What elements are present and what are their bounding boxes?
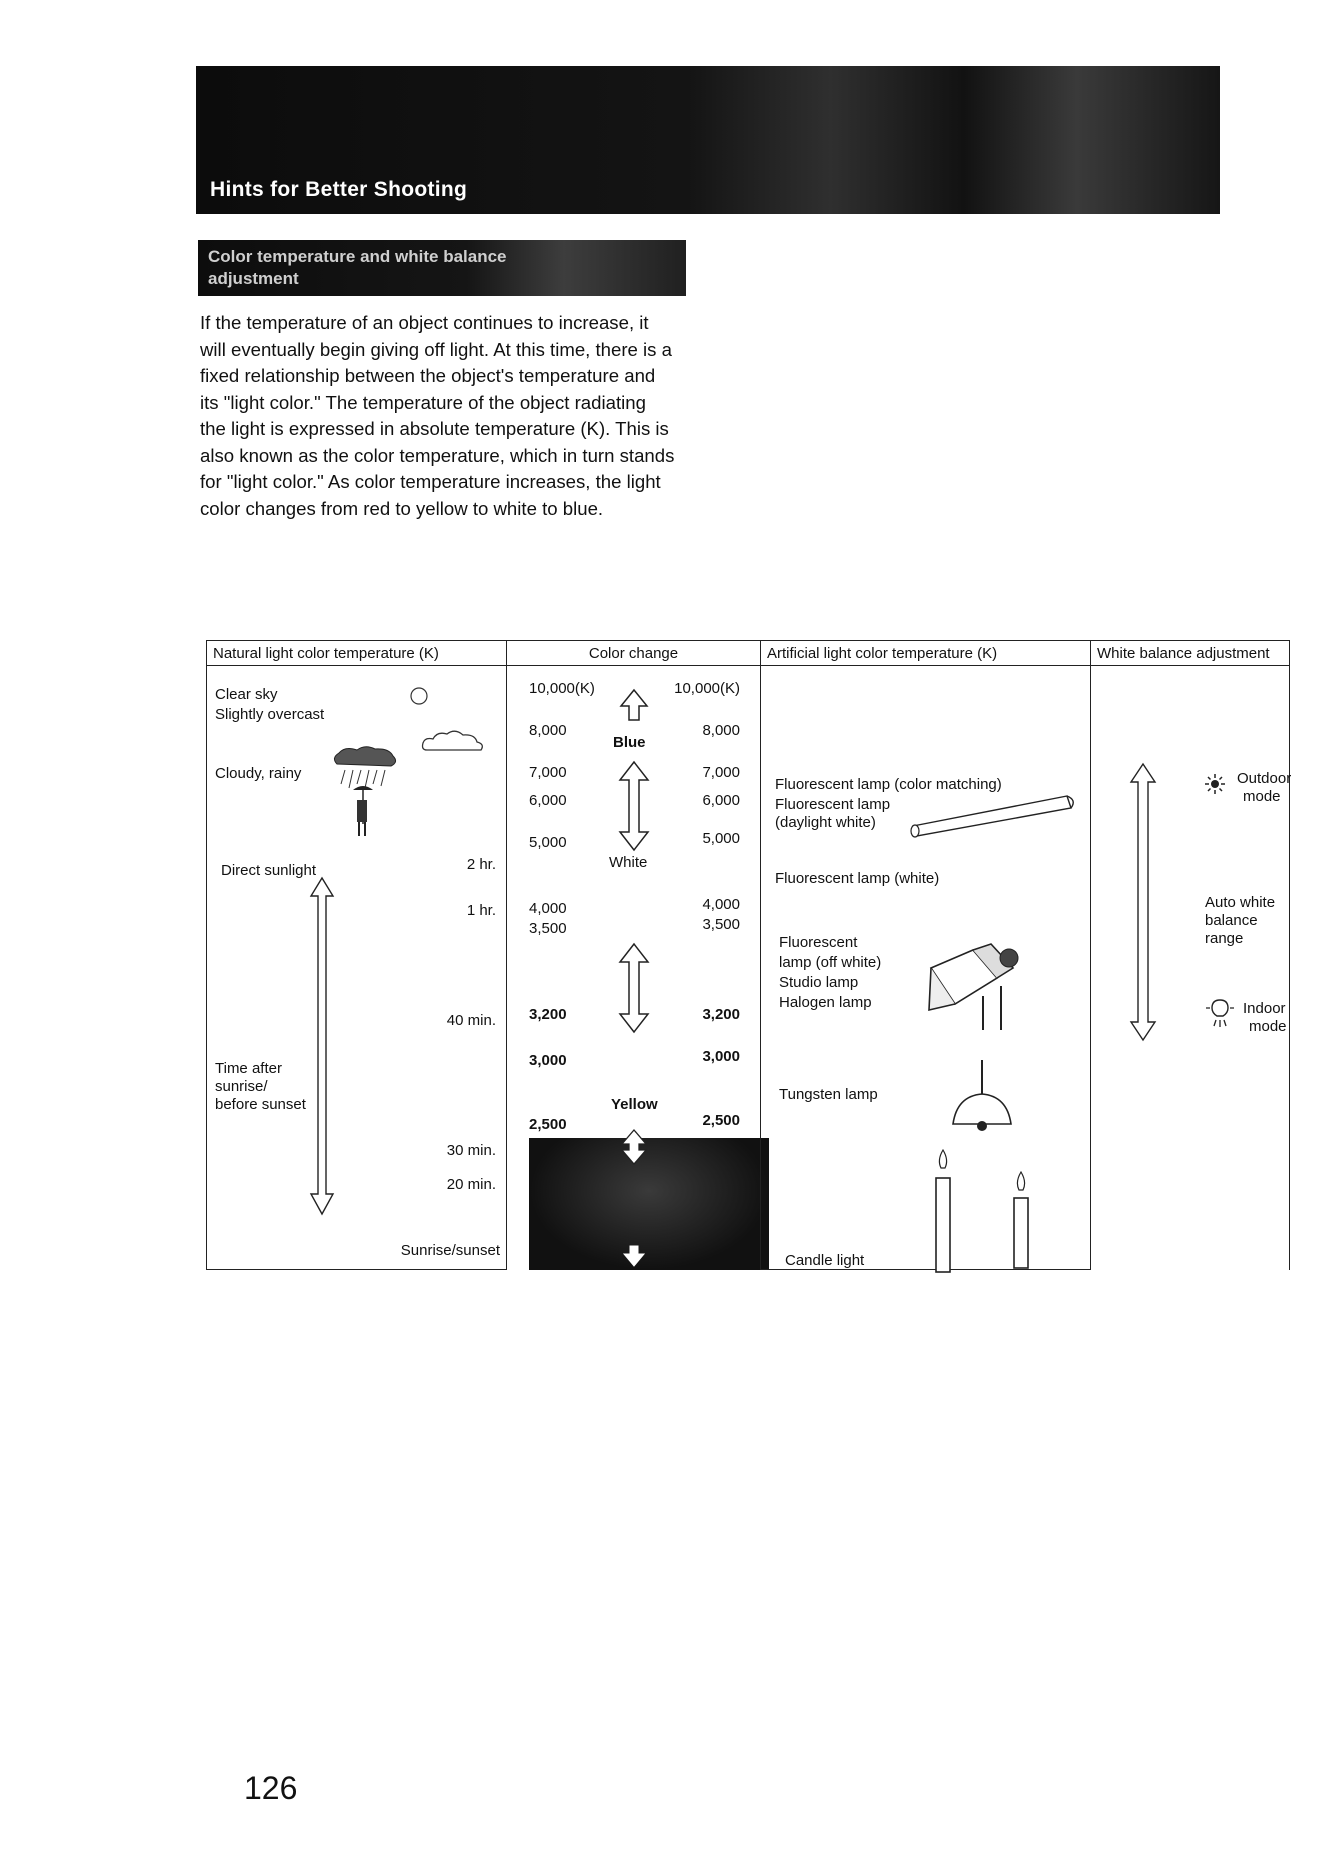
cloudy-rainy-label: Cloudy, rainy [215,765,302,782]
artificial-light-header: Artificial light color temperature (K) [761,640,1090,666]
before-sunset-label: before sunset [215,1096,306,1113]
up-arrow-icon [619,688,649,722]
page-number: 126 [244,1770,298,1806]
natural-light-column [206,640,506,1270]
fluorescent-off-white-2: lamp (off white) [779,954,882,971]
candle-light: Candle light [785,1252,865,1269]
left-3500: 3,500 [529,920,567,937]
red-color-region [529,1138,769,1270]
subheading-banner [198,240,686,296]
right-3000: 3,000 [702,1048,740,1065]
time-2hr: 2 hr. [466,856,496,873]
halogen-lamp: Halogen lamp [779,994,872,1011]
white-label: White [609,854,648,871]
time-40min: 40 min. [446,1012,496,1029]
time-after-label: Time after [215,1060,282,1077]
right-3500: 3,500 [702,916,740,933]
right-6000: 6,000 [702,792,740,809]
white-balance-column [1090,640,1290,1270]
left-2500: 2,500 [529,1116,567,1133]
right-5000: 5,000 [702,830,740,847]
left-6000: 6,000 [529,792,567,809]
outdoor-mode-2: mode [1243,788,1281,805]
rain-cloud-icon [331,744,401,844]
section-title: Hints for Better Shooting [210,178,468,201]
intro-paragraph: If the temperature of an object continues to increase, it will eventually begin giving off light. At this time, there is a fixed relationship between the object's temperature and its "light color." The temperature of the object radiating the light is expressed in absolute temperature (K). This is also known as the color temperature, which in turn stands for "light color." As color temperature increases, the light color changes from red to yellow to white to blue. [200,312,675,519]
fluorescent-daylight-2: (daylight white) [775,814,876,831]
red-region-arrow [619,1128,649,1268]
studio-lamp: Studio lamp [779,974,859,991]
white-balance-header: White balance adjustment [1091,640,1289,666]
right-3200: 3,200 [702,1006,740,1023]
left-10000: 10,000(K) [529,680,595,697]
right-4000: 4,000 [702,896,740,913]
fluorescent-daylight-1: Fluorescent lamp [775,796,891,813]
sun-icon [407,684,431,708]
fluorescent-white: Fluorescent lamp (white) [775,870,940,887]
left-7000: 7,000 [529,764,567,781]
time-20min: 20 min. [446,1176,496,1193]
left-4000: 4,000 [529,900,567,917]
auto-white-2: balance [1205,912,1258,929]
double-arrow-blue-white [617,760,651,852]
outdoor-mode-1: Outdoor [1237,770,1292,787]
slightly-overcast-label: Slightly overcast [215,706,325,723]
tungsten-lamp-icon [947,1060,1017,1136]
subheading: Color temperature and white balance adjustment [208,247,507,288]
sunrise-label: sunrise/ [215,1078,268,1095]
left-3200: 3,200 [529,1006,567,1023]
right-2500: 2,500 [702,1112,740,1129]
natural-light-header: Natural light color temperature (K) [207,640,506,666]
left-5000: 5,000 [529,834,567,851]
color-temperature-table [206,622,1290,1292]
sun-icon [1203,772,1227,796]
color-change-column [506,640,760,1270]
tungsten-lamp: Tungsten lamp [779,1086,878,1103]
left-3000: 3,000 [529,1052,567,1069]
right-7000: 7,000 [702,764,740,781]
auto-white-1: Auto white [1205,894,1276,911]
left-8000: 8,000 [529,722,567,739]
bulb-icon [1205,996,1235,1028]
white-balance-range-arrow [1129,762,1157,1042]
double-arrow-white-yellow [617,942,651,1034]
section-banner [196,66,1220,214]
right-8000: 8,000 [702,722,740,739]
sunrise-sunset-label: Sunrise/sunset [400,1242,500,1259]
color-change-header: Color change [507,640,760,666]
right-10000: 10,000(K) [674,680,740,697]
fluorescent-color-matching: Fluorescent lamp (color matching) [775,776,1002,793]
artificial-light-column [760,640,1090,1270]
candle-icons [927,1148,1047,1274]
studio-lamp-icon [921,940,1031,1032]
indoor-mode-1: Indoor [1243,1000,1286,1017]
time-30min: 30 min. [446,1142,496,1159]
time-1hr: 1 hr. [466,902,496,919]
blue-label: Blue [613,734,646,751]
indoor-mode-2: mode [1249,1018,1287,1035]
auto-white-3: range [1205,930,1244,947]
clear-sky-label: Clear sky [215,686,278,703]
cloud-icon [419,726,489,756]
direct-sunlight-label: Direct sunlight [221,862,317,879]
yellow-label: Yellow [611,1096,658,1113]
time-range-arrow [309,876,335,1216]
fluorescent-tube-icon [907,786,1077,838]
fluorescent-off-white-1: Fluorescent [779,934,858,951]
